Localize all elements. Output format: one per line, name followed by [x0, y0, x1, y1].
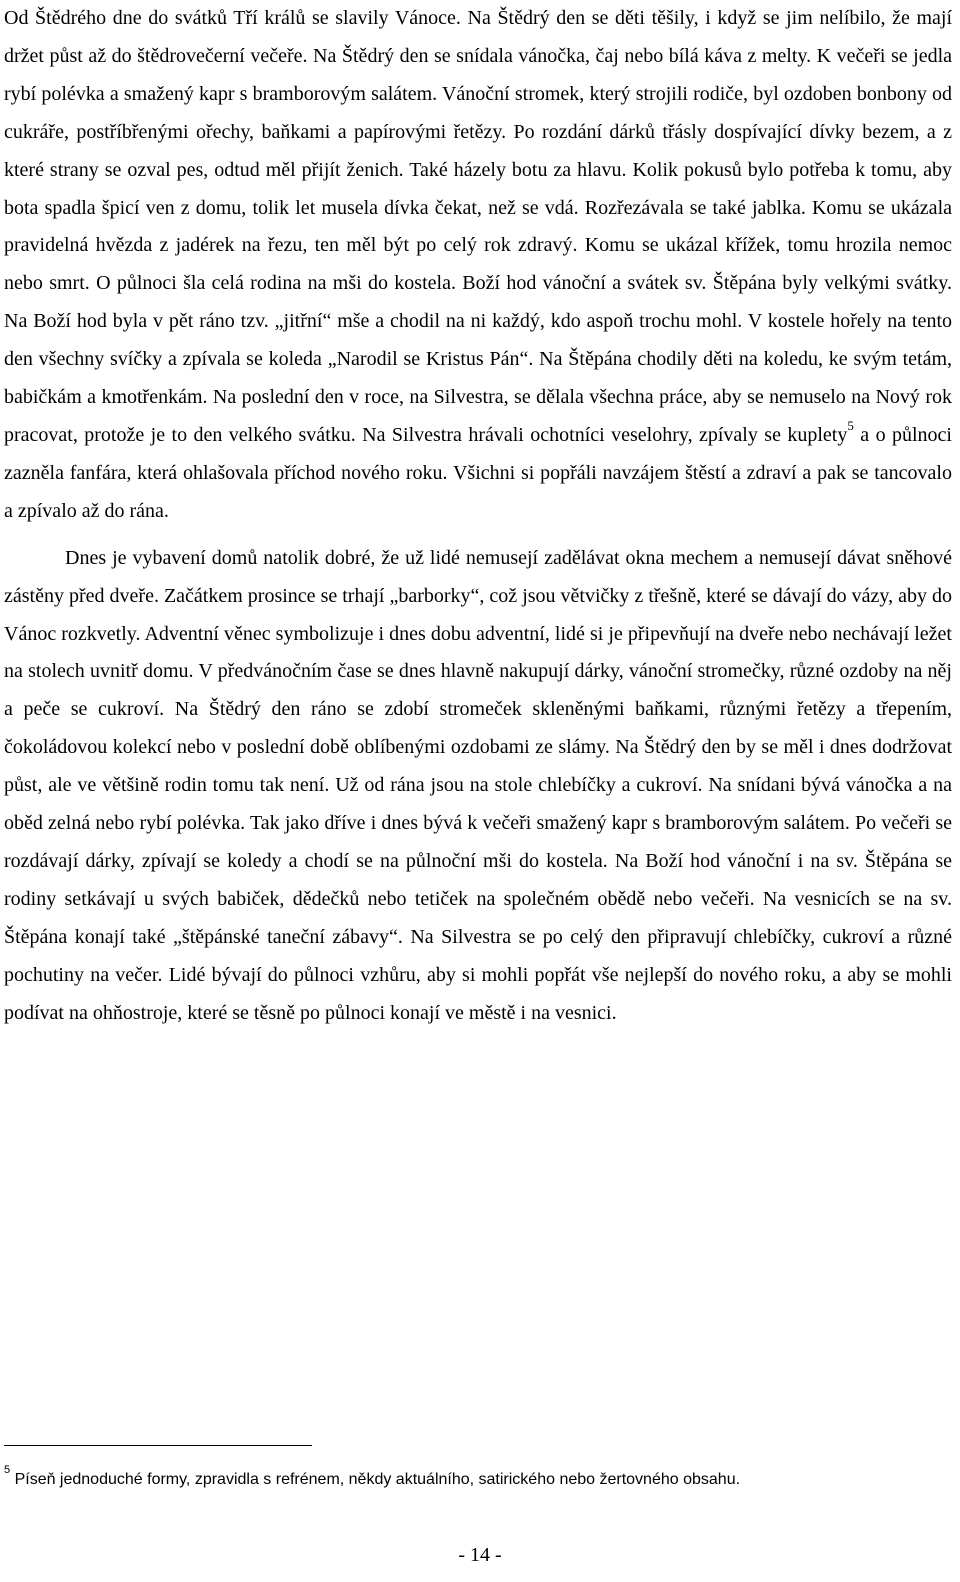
- paragraph-christmas-past: [4, 0, 952, 531]
- footnote-separator: [4, 1445, 312, 1446]
- paragraph-text-continued: a o půlnoci zazněla fanfára, která ohlašovala příchod nového roku. Všichni si popřáli navzájem štěstí a zdraví a pak se tancovalo a zpívalo až do rána.: [4, 423, 952, 522]
- footnote: [4, 1463, 952, 1491]
- page-number: - 14 -: [458, 1544, 502, 1566]
- body-text: [4, 0, 952, 1032]
- paragraph-christmas-today: Dnes je vybavení domů natolik dobré, že už lidé nemusejí zadělávat okna mechem a nemusejí dávat sněhové zástěny před dveře. Začátkem prosince se trhají „barborky“, což jsou větvičky z třešně, které se dávají do vázy, aby do Vánoc rozkvetly. Adventní věnec symbolizuje i dnes dobu adventní, lidé si je připevňují na dveře nebo nechávají ležet na stolech uvnitř domu. V předvánočním čase se dnes hlavně nakupují dárky, vánoční stromečky, různé ozdoby na něj a peče se cukroví. Na Štědrý den ráno se zdobí stromeček skleněnými baňkami, různými řetězy a třepením, čokoládovou kolekcí nebo v poslední době oblíbenými ozdobami ze slámy. Na Štědrý den by se měl i dnes dodržovat půst, ale ve většině rodin tomu tak není. Už od rána jsou na stole chlebíčky a cukroví. Na snídani bývá vánočka a na oběd zelná nebo rybí polévka. Tak jako dříve i dnes bývá k večeři smažený kapr s bramborovým salátem. Po večeři se rozdávají dárky, zpívají se koledy a chodí se na půlnoční mši do kostela. Na Boží hod vánoční i na sv. Štěpána se rodiny setkávají u svých babiček, dědečků nebo tetiček na společném obědě nebo večeři. Na vesnicích se na sv. Štěpána konají také „štěpánské taneční zábavy“. Na Silvestra se po celý den připravují chlebíčky, cukroví a různé pochutiny na večer. Lidé bývají do půlnoci vzhůru, aby si mohli popřát vše nejlepší do nového roku, a aby se mohli podívat na ohňostroje, které se těsně po půlnoci konají ve městě i na vesnici.: [4, 546, 952, 1024]
- footnote-number: 5: [4, 1463, 11, 1476]
- footnote-text: Píseň jednoduché formy, zpravidla s refrénem, někdy aktuálního, satirického nebo žertovného obsahu.: [10, 1471, 741, 1488]
- footnote-reference: 5: [847, 418, 854, 434]
- paragraph-text: Od Štědrého dne do svátků Tří králů se slavily Vánoce. Na Štědrý den se děti těšily, i když se jim nelíbilo, že mají držet půst až do štědrovečerní večeře. Na Štědrý den se snídala vánočka, čaj nebo bílá káva z melty. K večeři se jedla rybí polévka a smažený kapr s bramborovým salátem. Vánoční stromek, který strojili rodiče, byl ozdoben bonbony od cukráře, postříbřenými ořechy, baňkami a papírovými řetězy. Po rozdání dárků třásly dospívající dívky bezem, a z které strany se ozval pes, odtud měl přijít ženich. Také házely botu za hlavu. Kolik pokusů bylo potřeba k tomu, aby bota spadla špicí ven z domu, tolik let musela dívka čekat, než se vdá. Rozřezávala se také jablka. Komu se ukázala pravidelná hvězda z jadérek na řezu, ten měl být po celý rok zdravý. Komu se ukázal křížek, tomu hrozila nemoc nebo smrt. O půlnoci šla celá rodina na mši do kostela. Boží hod vánoční a svátek sv. Štěpána byly velkými svátky. Na Boží hod byla v pět ráno tzv. „jitřní“ mše a chodil na ni každý, kdo aspoň trochu mohl. V kostele hořely na tento den všechny svíčky a zpívala se koleda „Narodil se Kristus Pán“. Na Štěpána chodily děti na koledu, ke svým tetám, babičkám a kmotřenkám. Na poslední den v roce, na Silvestra, se dělala všechna práce, aby se nemuselo na Nový rok pracovat, protože je to den velkého svátku. Na Silvestra hrávali ochotníci veselohry, zpívaly se kuplety: [4, 7, 952, 446]
